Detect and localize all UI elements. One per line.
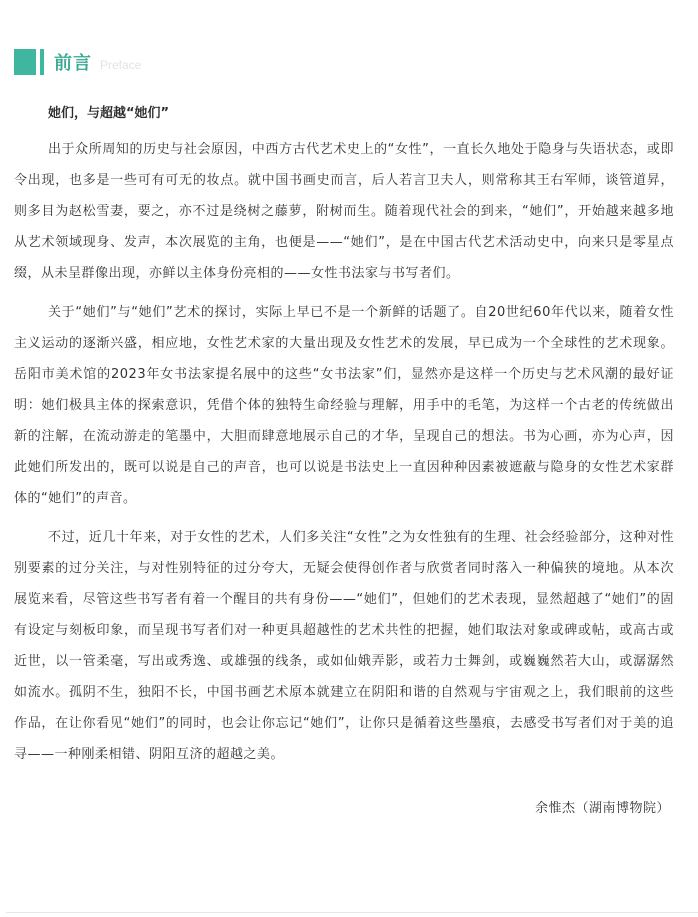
- paragraph-3: 不过，近几十年来，对于女性的艺术，人们多关注“女性”之为女性独有的生理、社会经验部分，这种对性别要素的过分关注，与对性别特征的过分夸大，无疑会使得创作者与欣赏者同时落入一种偏狭的境地。从本次展览来看，尽管这些书写者有着一个醒目的共有身份——“她们”，但她们的艺术表现，显然超越了“她们”的固有设定与刻板印象，而呈现书写者们对一种更具超越性的艺术共性的把握，她们取法对象或碑或帖，或高古或近世，以一管柔毫，写出或秀逸、或雄强的线条，或如仙娥弄影，或若力士舞剑，或巍巍然若大山，或潺潺然如流水。孤阴不生，独阳不长，中国书画艺术原本就建立在阴阳和谐的自然观与宇宙观之上，我们眼前的这些作品，在让你看见“她们”的同时，也会让你忘记“她们”，让你只是循着这些墨痕，去感受书写者们对于美的追寻——一种刚柔相错、阴阳互济的超越之美。: [14, 530, 674, 762]
- paragraph-1: 出于众所周知的历史与社会原因，中西方古代艺术史上的“女性”，一直长久地处于隐身与失语状态，或即令出现，也多是一些可有可无的妆点。就中国书画史而言，后人若言卫夫人，则常称其王右军师，谈管道昇，则多目为赵松雪妻，要之，亦不过是绕树之藤萝，附树而生。随着现代社会的到来，“她们”，开始越来越多地从艺术领域现身、发声，本次展览的主角，也便是——“她们”，是在中国古代艺术活动史中，向来只是零星点缀，从未呈群像出现，亦鲜以主体身份亮相的——女性书法家与书写者们。: [14, 142, 674, 281]
- preface-article: [14, 104, 674, 778]
- footer-divider: [6, 912, 698, 913]
- author-signature: 余惟杰（湖南博物院）: [534, 801, 670, 816]
- paragraph-2: 关于“她们”与“她们”艺术的探讨，实际上早已不是一个新鲜的话题了。自20世纪60年代以来，随着女性主义运动的逐渐兴盛，相应地，女性艺术家的大量出现及女性艺术的发展，早已成为一个全球性的艺术现象。岳阳市美术馆的2023年女书法家提名展中的这些“女书法家”们，显然亦是这样一个历史与艺术风潮的最好证明：她们极具主体的探索意识，凭借个体的独特生命经验与理解，用手中的毛笔，为这样一个古老的传统做出新的注解，在流动游走的笔墨中，大胆而肆意地展示自己的才华，呈现自己的想法。书为心画，亦为心声，因此她们所发出的，既可以说是自己的声音，也可以说是书法史上一直因种种因素被遮蔽与隐身的女性艺术家群体的“她们”的声音。: [14, 305, 674, 506]
- accent-block-icon: [14, 49, 36, 75]
- section-title: 前言: [54, 53, 92, 74]
- section-header: [14, 48, 141, 76]
- accent-bar-icon: [40, 49, 44, 75]
- section-subtitle: Preface: [100, 58, 142, 72]
- article-heading: 她们，与超越“她们”: [48, 106, 170, 121]
